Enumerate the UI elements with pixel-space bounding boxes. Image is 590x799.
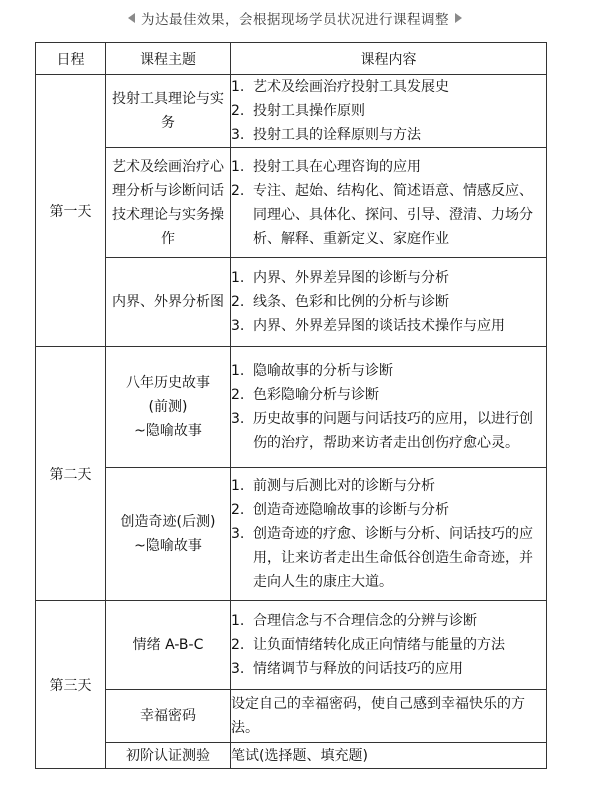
list-item: 2. 线条、色彩和比例的分析与诊断 <box>231 294 449 310</box>
list-item: 2. 色彩隐喻分析与诊断 <box>231 387 379 403</box>
list-item: 1. 投射工具在心理咨询的应用 <box>231 158 421 175</box>
content-cell <box>231 601 547 690</box>
schedule-table <box>35 42 547 769</box>
list-item: 1. 合理信念与不合理信念的分辨与诊断 <box>231 613 477 629</box>
table-row <box>36 347 547 468</box>
topic-line: 创造奇迹(后测) <box>120 514 216 530</box>
content-cell <box>231 258 547 347</box>
topic-line: ~隐喻故事 <box>134 423 202 439</box>
notice-bar <box>0 8 590 28</box>
content-cell <box>231 690 547 743</box>
header-row <box>36 43 547 75</box>
list-item: 1. 前测与后测比对的诊断与分析 <box>231 478 435 494</box>
list-item: 2. 专注、起始、结构化、简述语意、情感反应、同理心、具体化、探问、引导、澄清、力场分析、解释、重新定义、家庭作业 <box>231 182 533 247</box>
list-item: 1. 隐喻故事的分析与诊断 <box>231 363 393 379</box>
topic-cell: 投射工具理论与实务 <box>106 75 231 148</box>
table-row <box>36 690 547 743</box>
header-content: 课程内容 <box>231 43 547 75</box>
list-item: 2. 投射工具操作原则 <box>231 103 365 119</box>
topic-cell: 初阶认证测验 <box>106 743 231 769</box>
list-item: 1. 内界、外界差异图的诊断与分析 <box>231 270 449 286</box>
table-row <box>36 258 547 347</box>
day-label: 第一天 <box>36 75 106 347</box>
list-item: 2. 创造奇迹隐喻故事的诊断与分析 <box>231 502 449 518</box>
notice-text: 为达最佳效果，会根据现场学员状况进行课程调整 <box>141 12 449 28</box>
topic-line: 八年历史故事 <box>126 375 210 391</box>
content-cell <box>231 75 547 148</box>
content-cell <box>231 468 547 601</box>
list-item: 2. 让负面情绪转化成正向情绪与能量的方法 <box>231 637 505 653</box>
day-label: 第三天 <box>36 601 106 769</box>
table-row <box>36 601 547 690</box>
topic-cell <box>106 468 231 601</box>
topic-line: ~隐喻故事 <box>134 538 202 554</box>
topic-cell: 内界、外界分析图 <box>106 258 231 347</box>
table-row <box>36 743 547 769</box>
content-text: 笔试(选择题、填充题) <box>231 747 368 764</box>
topic-cell: 艺术及绘画治疗心理分析与诊断问话技术理论与实务操作 <box>106 148 231 258</box>
day-label: 第二天 <box>36 347 106 601</box>
list-item: 3. 投射工具的诠释原则与方法 <box>231 127 421 143</box>
triangle-right-icon <box>455 13 462 23</box>
list-item: 3. 历史故事的问题与问话技巧的应用，以进行创伤的治疗，帮助来访者走出创伤疗愈心灵。 <box>231 411 533 451</box>
content-cell <box>231 743 547 769</box>
list-item: 3. 情绪调节与释放的问话技巧的应用 <box>231 661 463 677</box>
topic-cell: 幸福密码 <box>106 690 231 743</box>
triangle-left-icon <box>128 13 135 23</box>
list-item: 3. 内界、外界差异图的谈话技术操作与应用 <box>231 318 505 334</box>
content-cell <box>231 347 547 468</box>
table-row <box>36 75 547 148</box>
table-row <box>36 148 547 258</box>
list-item: 3. 创造奇迹的疗愈、诊断与分析、问话技巧的应用，让来访者走出生命低谷创造生命奇迹，并走向人生的康庄大道。 <box>231 526 533 590</box>
list-item: 1. 艺术及绘画治疗投射工具发展史 <box>231 79 449 95</box>
topic-cell <box>106 347 231 468</box>
header-day: 日程 <box>36 43 106 75</box>
topic-cell: 情绪 A-B-C <box>106 601 231 690</box>
header-topic: 课程主题 <box>106 43 231 75</box>
content-text: 设定自己的幸福密码，使自己感到幸福快乐的方法。 <box>231 696 525 736</box>
content-cell <box>231 148 547 258</box>
table-row <box>36 468 547 601</box>
topic-line: (前测) <box>148 399 188 415</box>
